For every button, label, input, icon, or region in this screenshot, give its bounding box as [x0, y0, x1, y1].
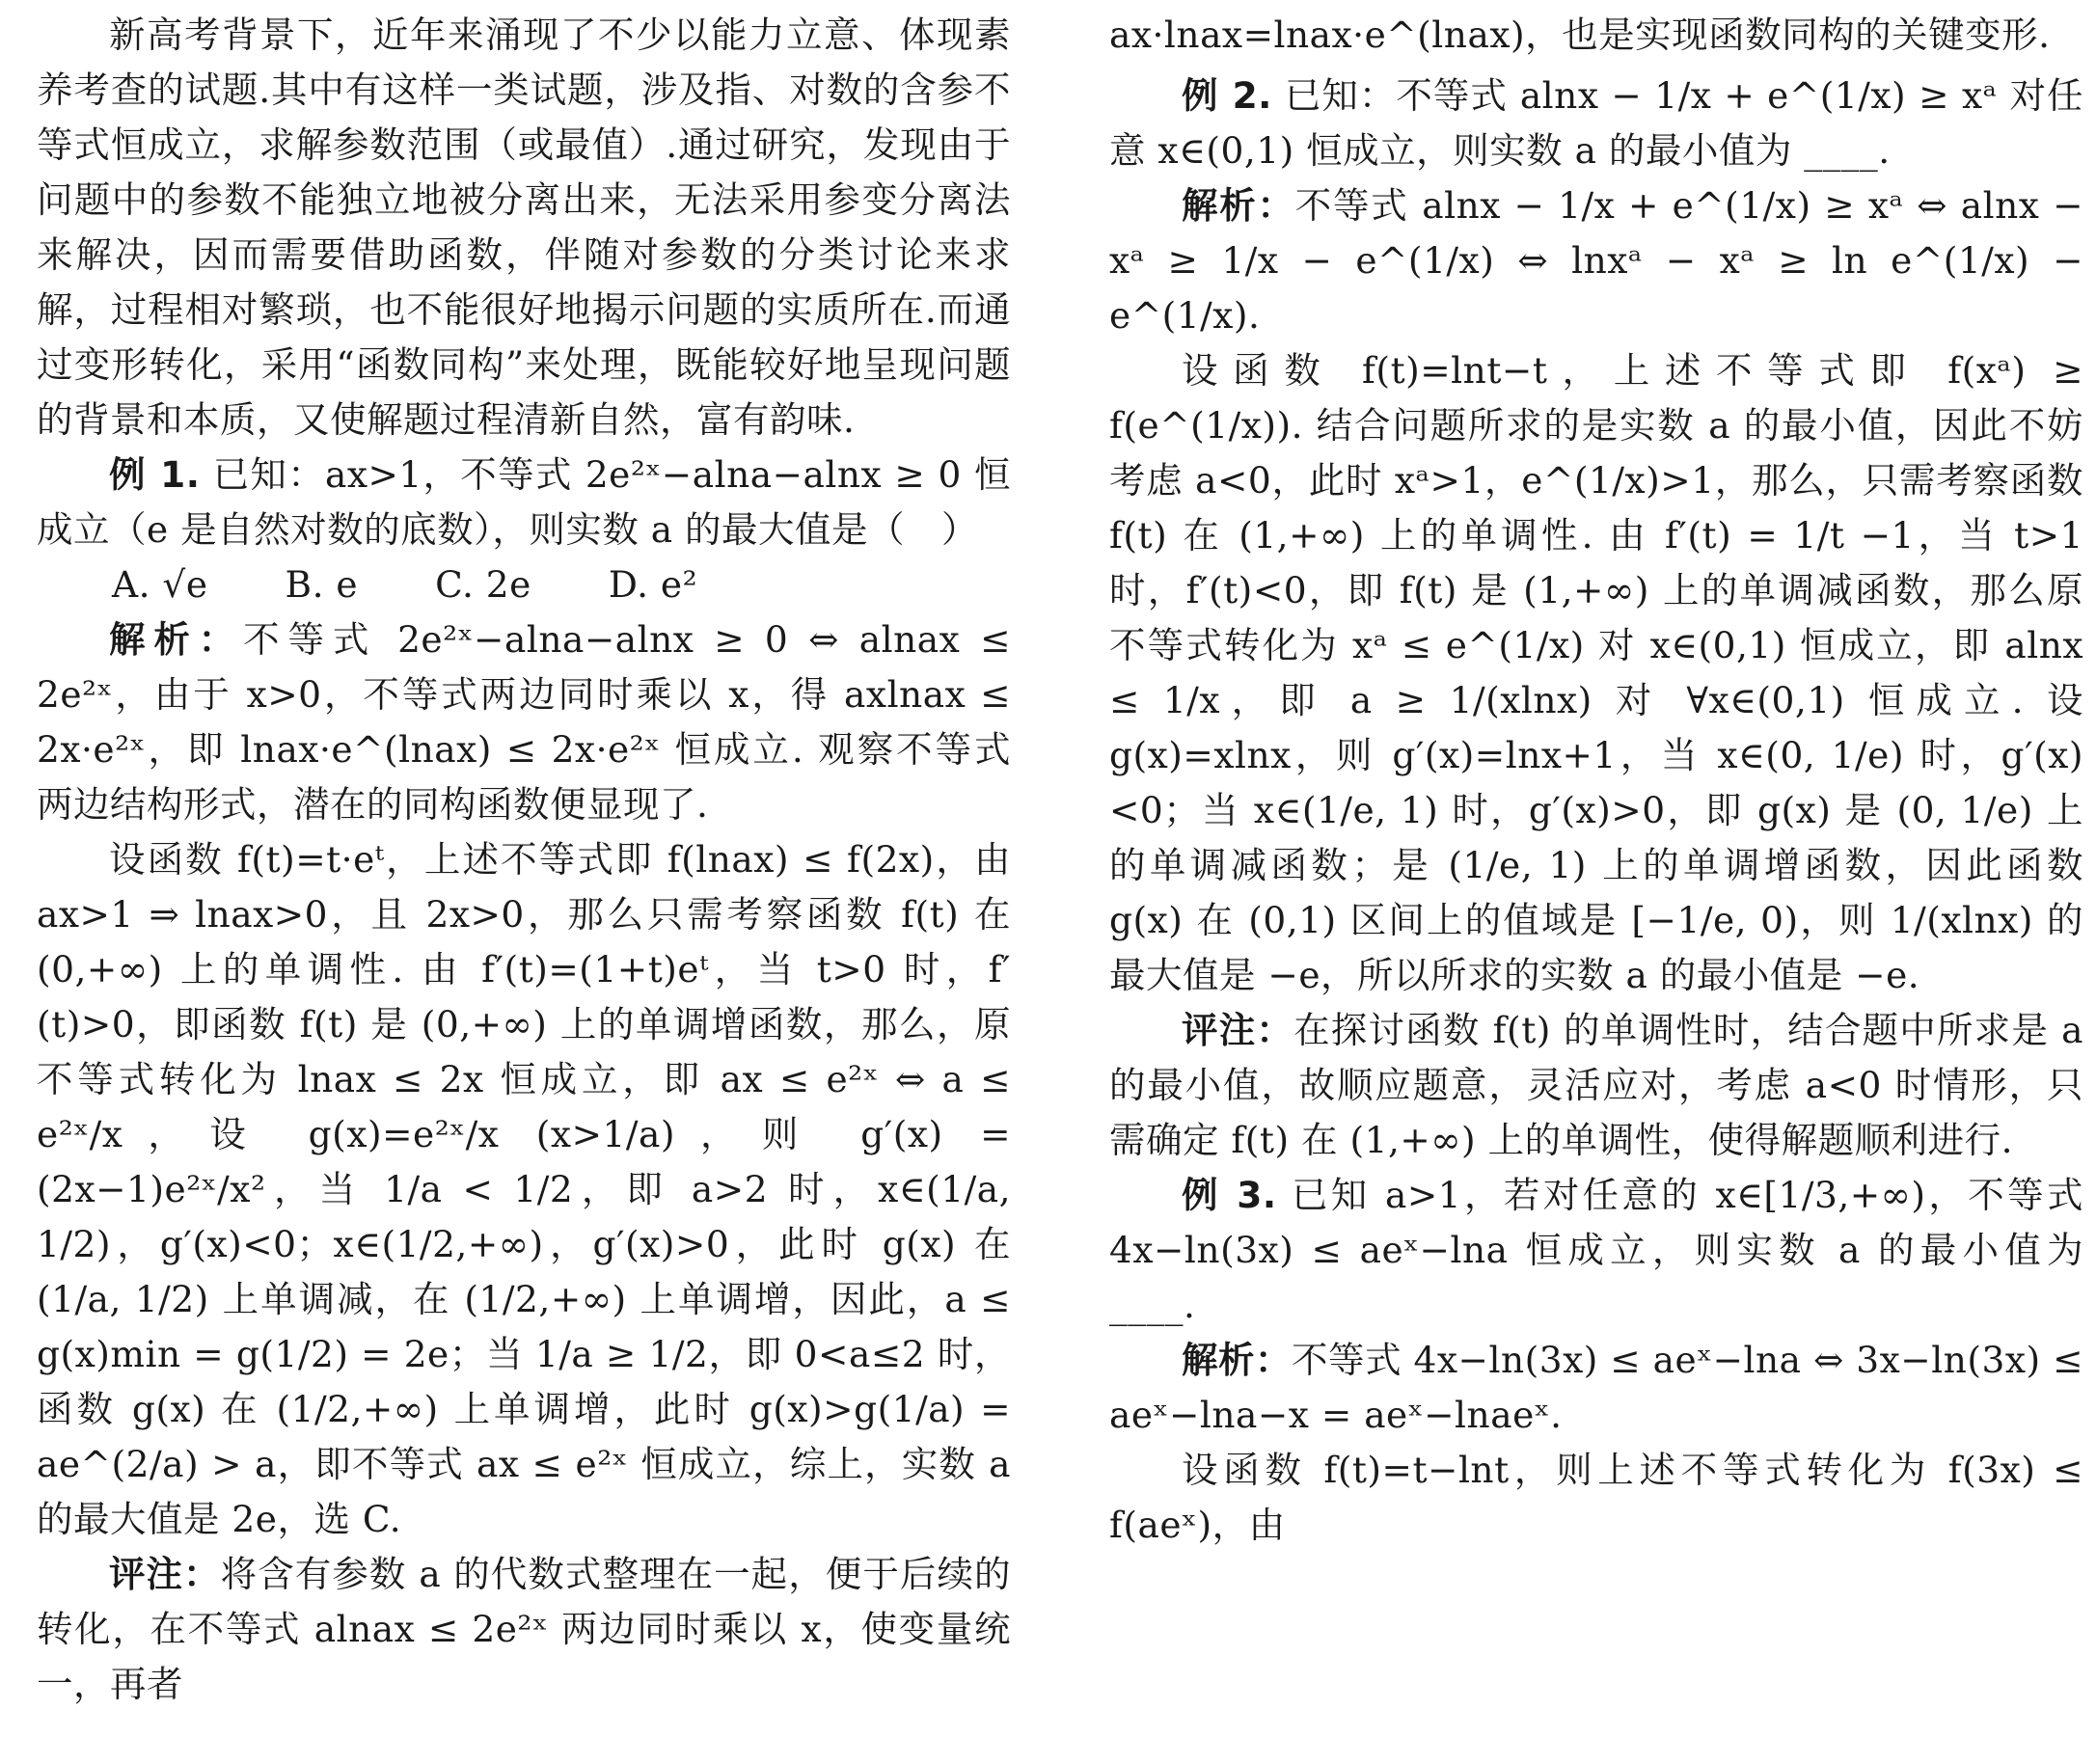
example-2-text: 已知：不等式 alnx − 1/x + e^(1/x) ≥ xᵃ 对任意 x∈(0,1) 恒成立，则实数 a 的最小值为 ____. — [1109, 74, 2084, 172]
solution-2-text-1: 不等式 alnx − 1/x + e^(1/x) ≥ xᵃ ⇔ alnx − xᵃ ≥ 1/x − e^(1/x) ⇔ lnxᵃ − xᵃ ≥ ln e^(1/x) − e^(1/x). — [1109, 184, 2083, 337]
solution-1-heading: 解析： — [109, 618, 244, 661]
remark-1-heading: 评注： — [109, 1553, 221, 1595]
solution-1-text-1: 不等式 2e²ˣ−alna−alnx ≥ 0 ⇔ alnax ≤ 2e²ˣ，由于 x>0，不等式两边同时乘以 x，得 axlnax ≤ 2x·e²ˣ，即 lnax·e^(lnax) ≤ 2x·e²ˣ 恒成立. 观察不等式两边结构形式，潜在的同构函数便显现了. — [37, 618, 1012, 826]
remark-2-text: 在探讨函数 f(t) 的单调性时，结合题中所求是 a 的最小值，故顺应题意，灵活应对，考虑 a<0 时情形，只需确定 f(t) 在 (1,+∞) 上的单调性，使得解题顺利进行. — [1109, 1009, 2084, 1161]
solution-3-text-1: 不等式 4x−ln(3x) ≤ aeˣ−lna ⇔ 3x−ln(3x) ≤ aeˣ−lna−x = aeˣ−lnaeˣ. — [1109, 1339, 2083, 1436]
solution-2-part-2: 设函数 f(t)=lnt−t，上述不等式即 f(xᵃ) ≥ f(e^(1/x)). 结合问题所求的是实数 a 的最小值，因此不妨考虑 a<0，此时 xᵃ>1，e^(1/x)>1，那么，只需考察函数 f(t) 在 (1,+∞) 上的单调性. 由 f′(t) = 1/t −1，当 t>1 时，f′(t)<0，即 f(t) 是 (1,+∞) 上的单调减函数，那么原不等式转化为 xᵃ ≤ e^(1/x) 对 x∈(0,1) 恒成立，即 alnx ≤ 1/x，即 a ≥ 1/(xlnx) 对 ∀x∈(0,1) 恒成立. 设 g(x)=xlnx，则 g′(x)=lnx+1，当 x∈(0, 1/e) 时，g′(x)<0；当 x∈(1/e, 1) 时，g′(x)>0，即 g(x) 是 (0, 1/e) 上的单调减函数；是 (1/e, 1) 上的单调增函数，因此函数 g(x) 在 (0,1) 区间上的值域是 [−1/e, 0)，则 1/(xlnx) 的最大值是 −e，所以所求的实数 a 的最小值是 −e. — [1109, 349, 2083, 996]
example-2 — [1109, 68, 2083, 178]
intro-paragraph: 新高考背景下，近年来涌现了不少以能力立意、体现素养考查的试题.其中有这样一类试题，涉及指、对数的含参不等式恒成立，求解参数范围（或最值）.通过研究，发现由于问题中的参数不能独立地被分离出来，无法采用参变分离法来解决，因而需要借助函数，伴随对参数的分类讨论来求解，过程相对繁琐，也不能很好地揭示问题的实质所在.而通过变形转化，采用“函数同构”来处理，既能较好地呈现问题的背景和本质，又使解题过程清新自然，富有韵味. — [37, 14, 1011, 441]
remark-1-text: 将含有参数 a 的代数式整理在一起，便于后续的转化，在不等式 alnax ≤ 2e²ˣ 两边同时乘以 x，使变量统一，再者 — [37, 1553, 1012, 1705]
solution-3-part-1 — [1109, 1333, 2083, 1443]
solution-2-heading: 解析： — [1182, 184, 1295, 227]
choice-b: B. e — [285, 563, 359, 606]
remark-1 — [37, 1547, 1011, 1712]
choice-c: C. 2e — [435, 563, 531, 606]
choice-d: D. e² — [608, 563, 698, 606]
solution-2-part-1 — [1109, 178, 2083, 343]
example-3-heading: 例 3. — [1182, 1174, 1277, 1216]
choice-a: A. √e — [112, 563, 208, 606]
solution-3-heading: 解析： — [1182, 1339, 1293, 1381]
example-1-choices — [37, 557, 1011, 612]
example-3-text: 已知 a>1，若对任意的 x∈[1/3,+∞)，不等式 4x−ln(3x) ≤ aeˣ−lna 恒成立，则实数 a 的最小值为 ____. — [1109, 1174, 2084, 1326]
example-1-heading: 例 1. — [109, 453, 201, 496]
remark-1-continuation: ax·lnax=lnax·e^(lnax)，也是实现函数同构的关键变形. — [1109, 14, 2051, 56]
remark-2-heading: 评注： — [1182, 1009, 1294, 1051]
example-1-text: 已知：ax>1，不等式 2e²ˣ−alna−alnx ≥ 0 恒成立（e 是自然对数的底数），则实数 a 的最大值是（ ） — [37, 453, 1012, 551]
solution-1-part-1 — [37, 612, 1011, 832]
solution-3-part-2: 设函数 f(t)=t−lnt，则上述不等式转化为 f(3x) ≤ f(aeˣ)，由 — [1109, 1449, 2083, 1546]
remark-2 — [1109, 1003, 2083, 1168]
example-1 — [37, 448, 1011, 557]
solution-1-part-2: 设函数 f(t)=t·eᵗ，上述不等式即 f(lnax) ≤ f(2x)，由 ax>1 ⇒ lnax>0，且 2x>0，那么只需考察函数 f(t) 在 (0,+∞) 上的单调性. 由 f′(t)=(1+t)eᵗ，当 t>0 时，f′(t)>0，即函数 f(t) 是 (0,+∞) 上的单调增函数，那么，原不等式转化为 lnax ≤ 2x 恒成立，即 ax ≤ e²ˣ ⇔ a ≤ e²ˣ/x，设 g(x)=e²ˣ/x (x>1/a)，则 g′(x) = (2x−1)e²ˣ/x²，当 1/a < 1/2，即 a>2 时，x∈(1/a, 1/2)，g′(x)<0；x∈(1/2,+∞)，g′(x)>0，此时 g(x) 在 (1/a, 1/2) 上单调减，在 (1/2,+∞) 上单调增，因此，a ≤ g(x)min = g(1/2) = 2e；当 1/a ≥ 1/2，即 0<a≤2 时，函数 g(x) 在 (1/2,+∞) 上单调增，此时 g(x)>g(1/a) = ae^(2/a) > a，即不等式 ax ≤ e²ˣ 恒成立，综上，实数 a 的最大值是 2e，选 C. — [37, 838, 1011, 1540]
example-2-heading: 例 2. — [1182, 74, 1272, 117]
left-column — [37, 8, 1011, 1712]
example-3 — [1109, 1168, 2083, 1333]
right-column — [1109, 8, 2083, 1553]
